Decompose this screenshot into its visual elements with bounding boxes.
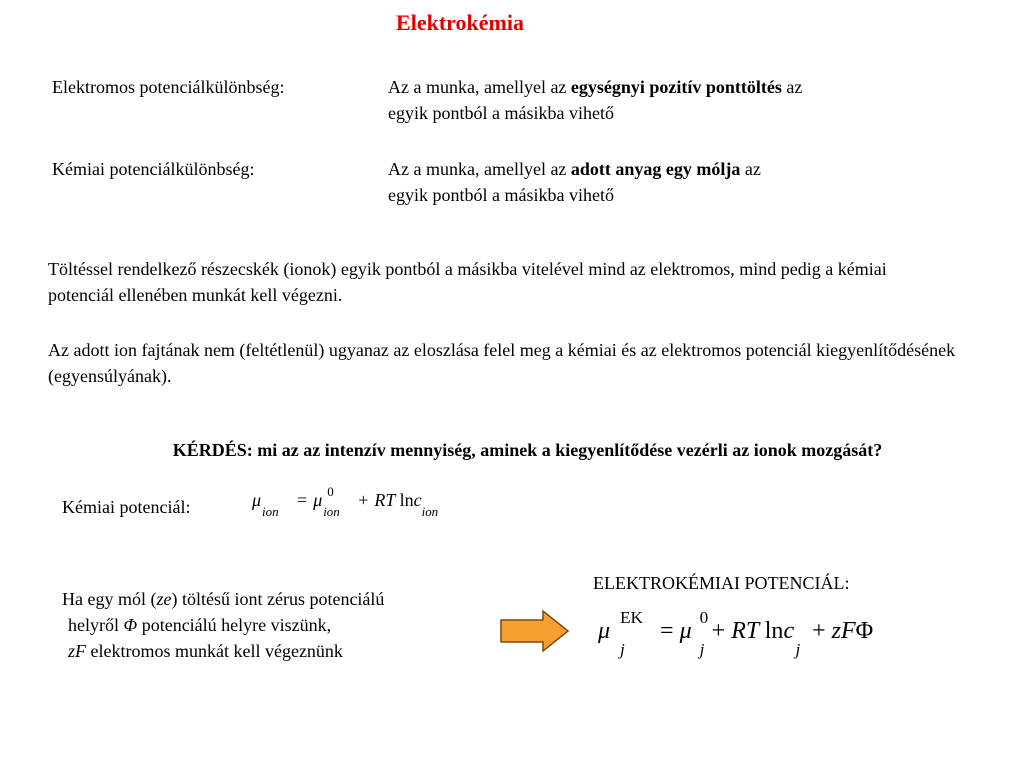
definition-term-chemical: Kémiai potenciálkülönbség: [52, 159, 255, 179]
note-line-2: helyről Φ potenciálú helyre viszünk, [68, 615, 332, 635]
ek-heading: ELEKTROKÉMIAI POTENCIÁL: [593, 573, 850, 593]
page-title: Elektrokémia [396, 10, 524, 35]
definition-text-electric-line2: egyik pontból a másikba vihető [388, 103, 614, 123]
chem-potential-formula: μ ion = μ 0 ion + RT lnc ion [252, 484, 439, 519]
paragraph-charged-particles: Töltéssel rendelkező részecskék (ionok) egyik pontból a másikba vitelével mind az elektromos, mind pedig a kémiai potenciál ellenében munkát kell végezni. [48, 259, 887, 305]
definition-text-chemical: Az a munka, amellyel az adott anyag egy mólja az [388, 159, 761, 179]
definition-text-chemical-line2: egyik pontból a másikba vihető [388, 185, 614, 205]
note-line-1: Ha egy mól (ze) töltésű iont zérus potenciálú [62, 589, 385, 609]
note-line-3: zF elektromos munkát kell végeznünk [68, 641, 343, 661]
definition-term-electric: Elektromos potenciálkülönbség: [52, 77, 285, 97]
definition-text-electric: Az a munka, amellyel az egységnyi pozitív ponttöltés az [388, 77, 803, 97]
right-arrow-icon [499, 608, 571, 654]
question-heading: KÉRDÉS: mi az az intenzív mennyiség, aminek a kiegyenlítődése vezérli az ionok mozgását? [172, 440, 883, 460]
ek-potential-formula: μ EK j = μ 0 j + RT lnc j + zFΦ [598, 608, 874, 659]
paragraph-ion-distribution: Az adott ion fajtának nem (feltétlenül) ugyanaz az eloszlása felel meg a kémiai és az elektromos potenciál kiegyenlítődésének (egyensúlyának). [48, 340, 956, 386]
chem-potential-label: Kémiai potenciál: [62, 497, 191, 517]
